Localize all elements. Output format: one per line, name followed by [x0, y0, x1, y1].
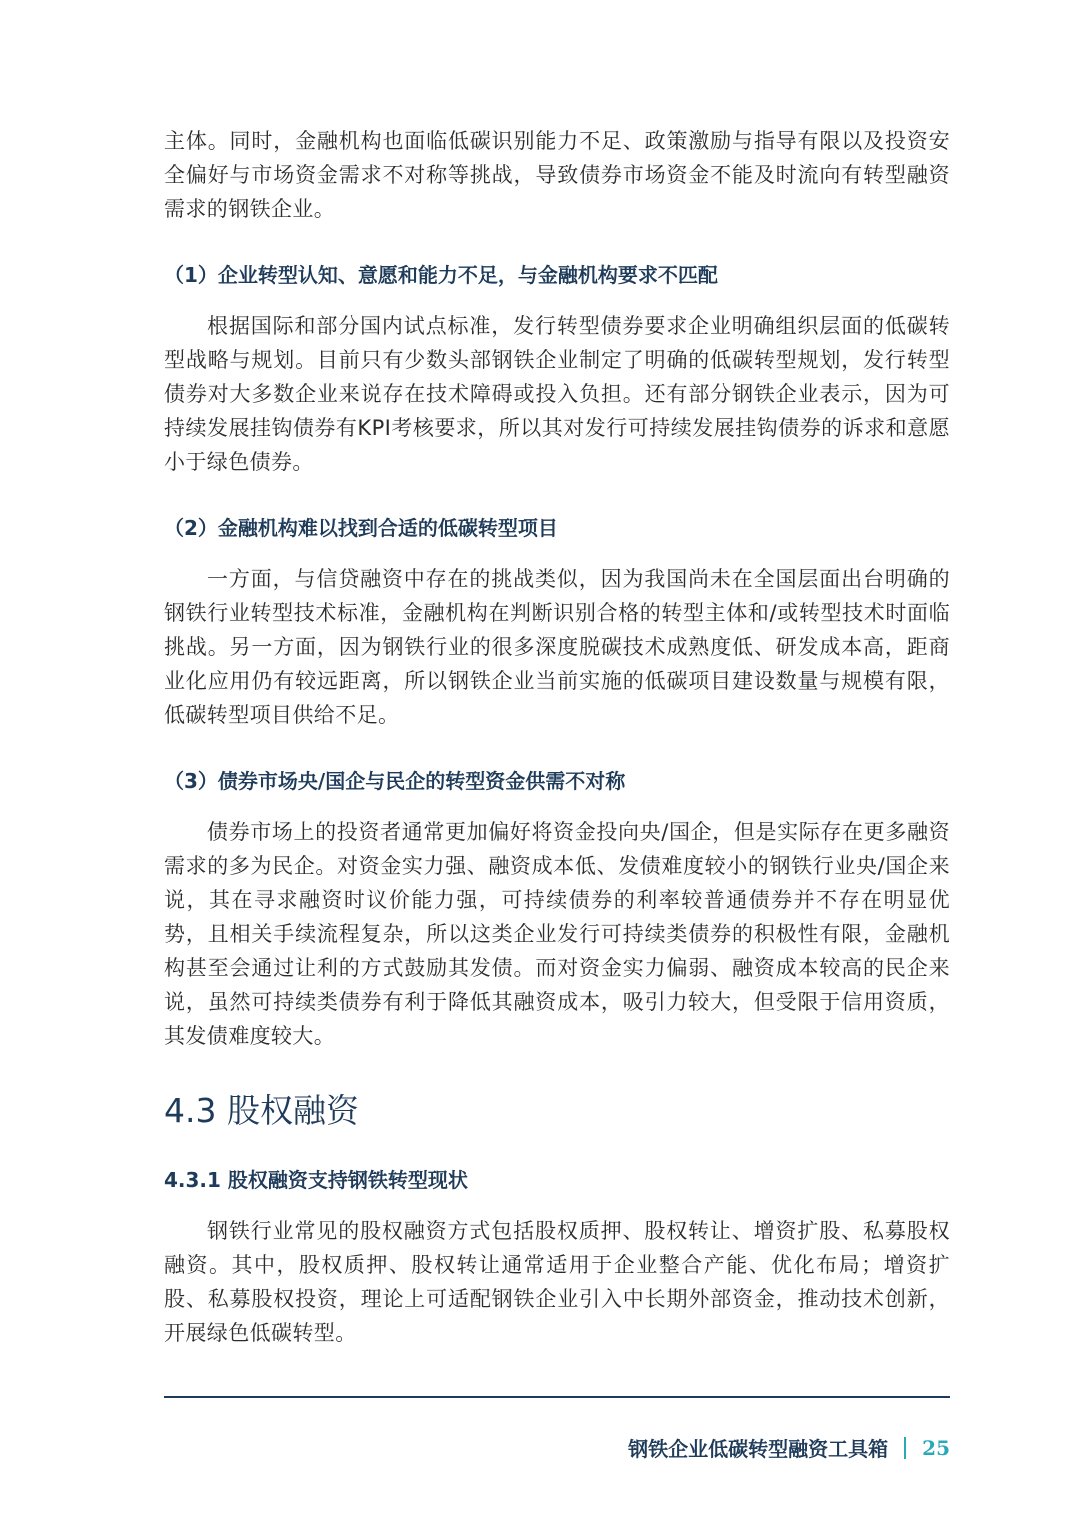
footer-title: 钢铁企业低碳转型融资工具箱: [628, 1437, 889, 1461]
intro-paragraph: 主体。同时，金融机构也面临低碳识别能力不足、政策激励与指导有限以及投资安全偏好与市场资金需求不对称等挑战，导致债券市场资金不能及时流向有转型融资需求的钢铁企业。: [164, 129, 950, 221]
subheading-3: （3）债券市场央/国企与民企的转型资金供需不对称: [164, 769, 626, 793]
paragraph-3: 债券市场上的投资者通常更加偏好将资金投向央/国企，但是实际存在更多融资需求的多为民企。对资金实力强、融资成本低、发债难度较小的钢铁行业央/国企来说，其在寻求融资时议价能力强，可持续债券的利率较普通债券并不存在明显优势，且相关手续流程复杂，所以这类企业发行可持续类债券的积极性有限，金融机构甚至会通过让利的方式鼓励其发债。而对资金实力偏弱、融资成本较高的民企来说，虽然可持续类债券有利于降低其融资成本，吸引力较大，但受限于信用资质，其发债难度较大。: [164, 820, 950, 1048]
paragraph-2: 一方面，与信贷融资中存在的挑战类似，因为我国尚未在全国层面出台明确的钢铁行业转型技术标准，金融机构在判断识别合格的转型主体和/或转型技术时面临挑战。另一方面，因为钢铁行业的很多深度脱碳技术成熟度低、研发成本高，距商业化应用仍有较远距离，所以钢铁企业当前实施的低碳项目建设数量与规模有限，低碳转型项目供给不足。: [164, 567, 950, 727]
subheading-2: （2）金融机构难以找到合适的低碳转型项目: [164, 516, 558, 540]
paragraph-1: 根据国际和部分国内试点标准，发行转型债券要求企业明确组织层面的低碳转型战略与规划。目前只有少数头部钢铁企业制定了明确的低碳转型规划，发行转型债券对大多数企业来说存在技术障碍或投入负担。还有部分钢铁企业表示，因为可持续发展挂钩债券有KPI考核要求，所以其对发行可持续发展挂钩债券的诉求和意愿小于绿色债券。: [164, 314, 950, 474]
subheading-1: （1）企业转型认知、意愿和能力不足，与金融机构要求不匹配: [164, 263, 718, 287]
footer-divider: [164, 1396, 950, 1398]
footer-separator: [904, 1437, 906, 1459]
page-footer: [628, 1433, 950, 1462]
page-number: 25: [922, 1435, 950, 1460]
subsection-title: 4.3.1 股权融资支持钢铁转型现状: [164, 1168, 468, 1192]
section-title: 4.3 股权融资: [164, 1091, 359, 1130]
page-content: [164, 124, 950, 1350]
section-paragraph: 钢铁行业常见的股权融资方式包括股权质押、股权转让、增资扩股、私募股权融资。其中，股权质押、股权转让通常适用于企业整合产能、优化布局；增资扩股、私募股权投资，理论上可适配钢铁企业引入中长期外部资金，推动技术创新，开展绿色低碳转型。: [164, 1219, 950, 1345]
